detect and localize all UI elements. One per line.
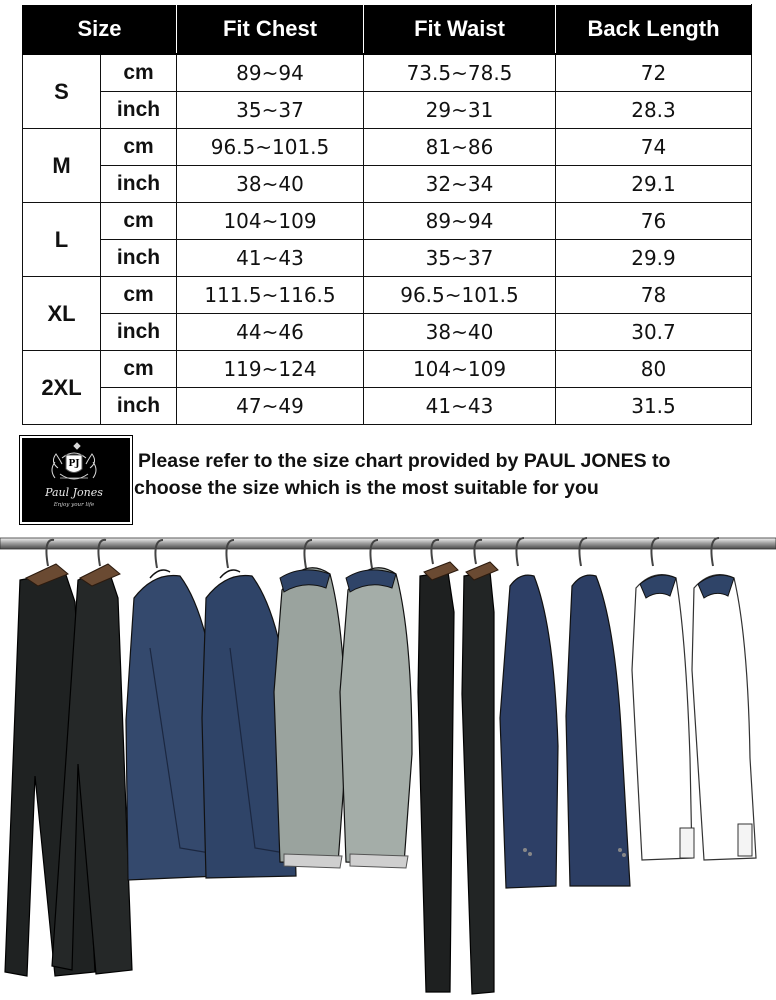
fit-waist-value: 32~34 — [364, 166, 556, 203]
fit-chest-value: 111.5~116.5 — [177, 277, 364, 314]
black-trousers — [5, 564, 132, 976]
back-length-value: 30.7 — [556, 314, 752, 351]
header-size: Size — [23, 5, 177, 55]
table-row — [23, 92, 752, 129]
unit-label: inch — [101, 388, 177, 425]
header-fit-chest: Fit Chest — [177, 5, 364, 55]
fit-waist-value: 38~40 — [364, 314, 556, 351]
fit-chest-value: 44~46 — [177, 314, 364, 351]
fit-waist-value: 41~43 — [364, 388, 556, 425]
size-label: M — [23, 129, 101, 203]
size-label: L — [23, 203, 101, 277]
paul-jones-logo — [20, 436, 132, 524]
table-header-row — [23, 5, 752, 55]
black-slim-trousers — [418, 562, 498, 994]
fit-chest-value: 38~40 — [177, 166, 364, 203]
grey-cardigan — [274, 568, 412, 868]
notice-line-1: Please refer to the size chart provided by PAUL JONES to — [138, 450, 671, 472]
back-length-value: 31.5 — [556, 388, 752, 425]
back-length-value: 76 — [556, 203, 752, 240]
fit-chest-value: 47~49 — [177, 388, 364, 425]
hanging-clothes-illustration — [0, 528, 776, 998]
clothes-rail — [0, 538, 776, 549]
fit-waist-value: 73.5~78.5 — [364, 54, 556, 92]
fit-waist-value: 81~86 — [364, 129, 556, 166]
back-length-value: 29.1 — [556, 166, 752, 203]
table-row — [23, 54, 752, 92]
table-row — [23, 388, 752, 425]
unit-label: inch — [101, 92, 177, 129]
navy-suit-jacket — [500, 575, 630, 888]
back-length-value: 28.3 — [556, 92, 752, 129]
table-row — [23, 166, 752, 203]
fit-waist-value: 89~94 — [364, 203, 556, 240]
table-row — [23, 129, 752, 166]
unit-label: cm — [101, 277, 177, 314]
table-row — [23, 277, 752, 314]
svg-text:PJ: PJ — [68, 459, 80, 469]
unit-label: cm — [101, 203, 177, 240]
fit-chest-value: 104~109 — [177, 203, 364, 240]
unit-label: inch — [101, 314, 177, 351]
size-notice — [134, 448, 754, 502]
table-row — [23, 351, 752, 388]
header-back-length: Back Length — [556, 5, 752, 55]
back-length-value: 29.9 — [556, 240, 752, 277]
fit-chest-value: 119~124 — [177, 351, 364, 388]
back-length-value: 78 — [556, 277, 752, 314]
unit-label: cm — [101, 351, 177, 388]
table-row — [23, 203, 752, 240]
size-label: 2XL — [23, 351, 101, 425]
svg-text:Enjoy your life: Enjoy your life — [53, 502, 95, 508]
fit-chest-value: 96.5~101.5 — [177, 129, 364, 166]
unit-label: cm — [101, 54, 177, 92]
header-fit-waist: Fit Waist — [364, 5, 556, 55]
fit-waist-value: 104~109 — [364, 351, 556, 388]
size-label: XL — [23, 277, 101, 351]
unit-label: cm — [101, 129, 177, 166]
fit-waist-value: 96.5~101.5 — [364, 277, 556, 314]
fit-chest-value: 41~43 — [177, 240, 364, 277]
white-shirt — [632, 575, 756, 860]
unit-label: inch — [101, 240, 177, 277]
notice-line-2: choose the size which is the most suitable for you — [134, 477, 599, 499]
logo-crest-icon — [22, 438, 126, 518]
fit-chest-value: 35~37 — [177, 92, 364, 129]
navy-blazer — [126, 570, 296, 880]
back-length-value: 80 — [556, 351, 752, 388]
fit-waist-value: 35~37 — [364, 240, 556, 277]
table-row — [23, 240, 752, 277]
size-chart-table — [22, 4, 752, 425]
unit-label: inch — [101, 166, 177, 203]
svg-text:Paul Jones: Paul Jones — [45, 486, 103, 499]
back-length-value: 72 — [556, 54, 752, 92]
fit-waist-value: 29~31 — [364, 92, 556, 129]
fit-chest-value: 89~94 — [177, 54, 364, 92]
back-length-value: 74 — [556, 129, 752, 166]
size-label: S — [23, 54, 101, 129]
table-row — [23, 314, 752, 351]
